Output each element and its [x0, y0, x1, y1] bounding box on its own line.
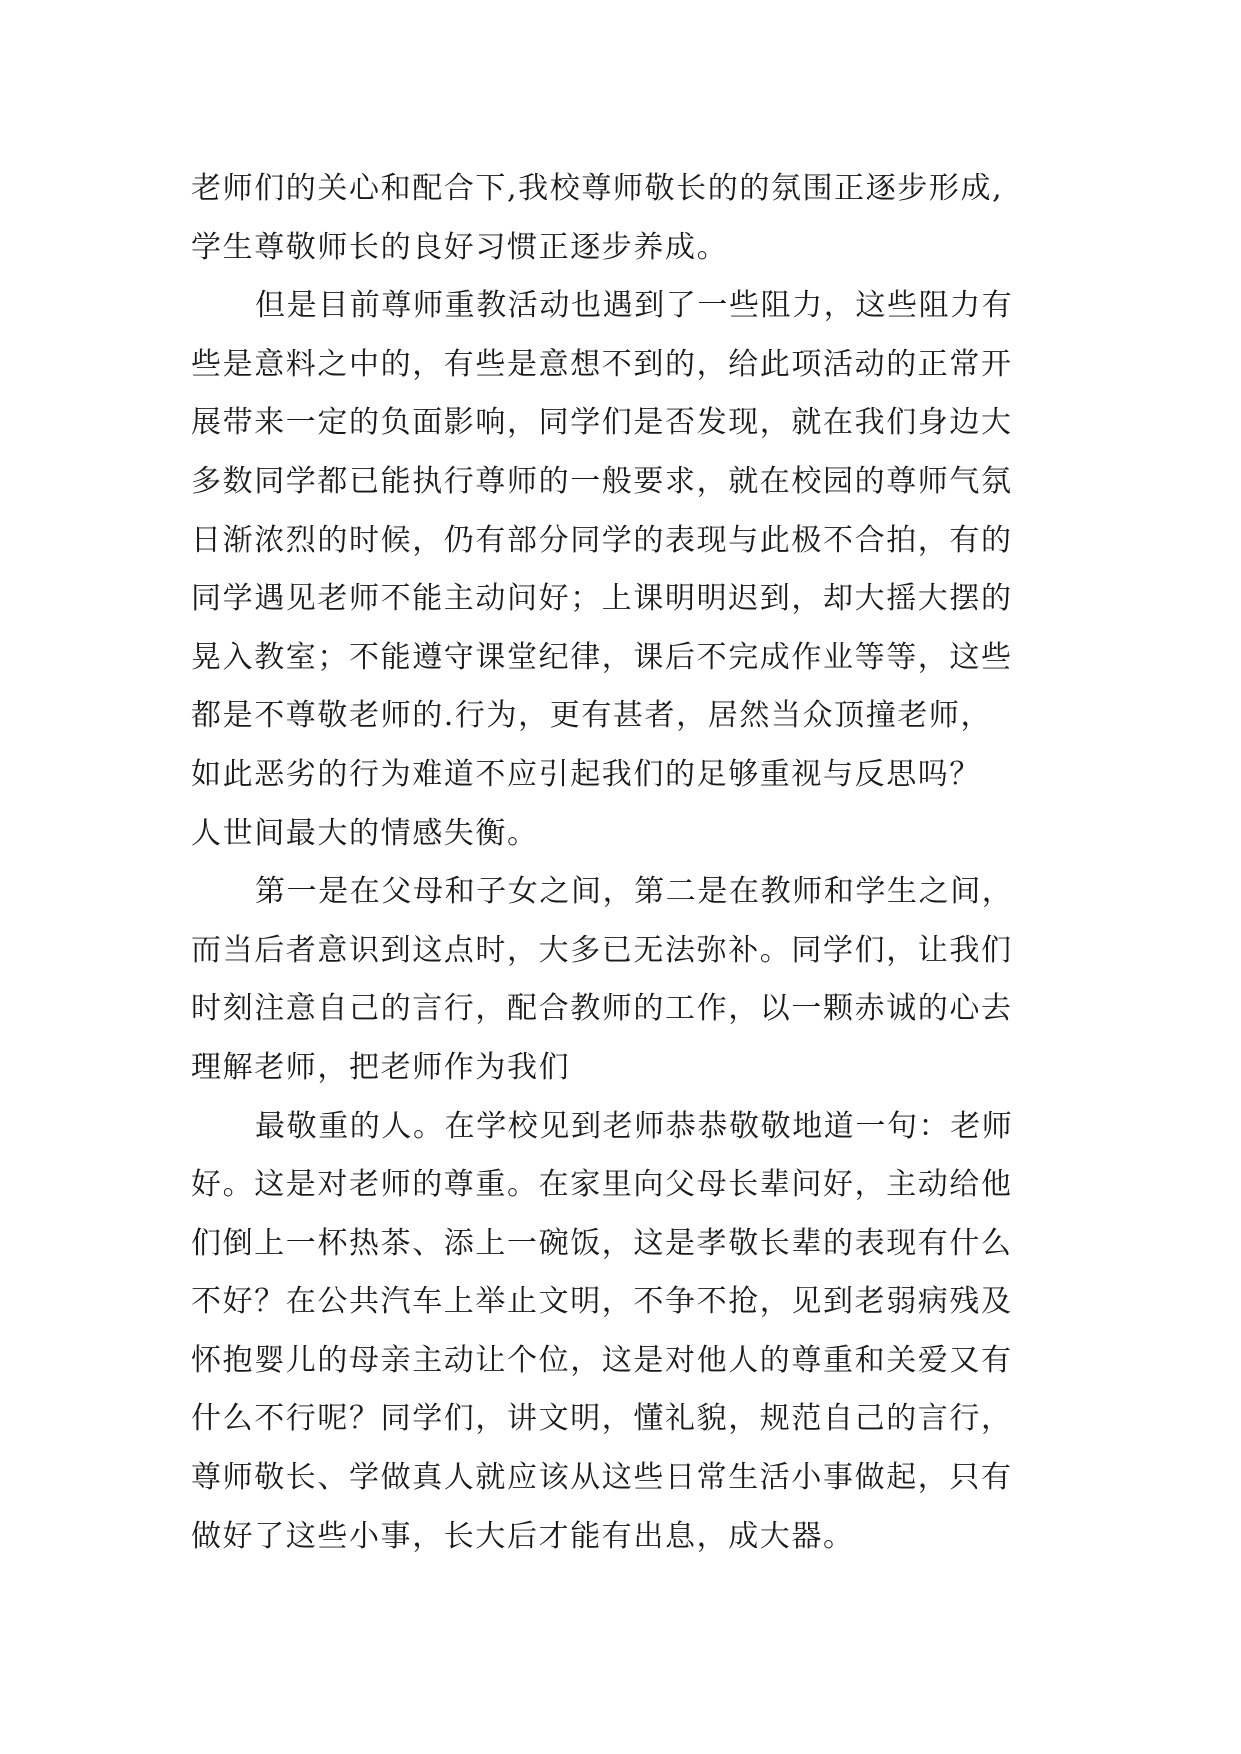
text-line: 学生尊敬师长的良好习惯正逐步养成。: [191, 229, 729, 265]
text-line: 尊师敬长、学做真人就应该从这些日常生活小事做起，只有: [191, 1460, 1013, 1496]
text-line: 展带来一定的负面影响，同学们是否发现，就在我们身边大: [191, 405, 1013, 441]
text-line: 什么不行呢？同学们，讲文明，懂礼貌，规范自己的言行，: [191, 1401, 1013, 1437]
text-line: 们倒上一杯热茶、添上一碗饭，这是孝敬长辈的表现有什么: [191, 1225, 1013, 1261]
paragraph-first-line: 但是目前尊师重教活动也遇到了一些阻力，这些阻力有: [255, 288, 1014, 324]
text-line: 好。这是对老师的尊重。在家里向父母长辈问好，主动给他: [191, 1167, 1013, 1203]
text-line: 怀抱婴儿的母亲主动让个位，这是对他人的尊重和关爱又有: [191, 1342, 1013, 1378]
text-line: 老师们的关心和配合下,我校尊师敬长的的氛围正逐步形成,: [191, 171, 1004, 206]
text-line: 日渐浓烈的时候，仍有部分同学的表现与此极不合拍，有的: [191, 522, 1013, 558]
text-line: 如此恶劣的行为难道不应引起我们的足够重视与反思吗？: [191, 756, 981, 792]
paragraph-first-line: 最敬重的人。在学校见到老师恭恭敬敬地道一句：老师: [255, 1108, 1014, 1144]
text-line: 人世间最大的情感失衡。: [191, 815, 539, 851]
text-line: 理解老师，把老师作为我们: [191, 1049, 571, 1085]
text-line: 时刻注意自己的言行，配合教师的工作，以一颗赤诚的心去: [191, 991, 1013, 1027]
text-line: 晃入教室；不能遵守课堂纪律，课后不完成作业等等，这些: [191, 639, 1013, 675]
text-line: 同学遇见老师不能主动问好；上课明明迟到，却大摇大摆的: [191, 581, 1013, 617]
text-line: 做好了这些小事，长大后才能有出息，成大器。: [191, 1518, 855, 1554]
body-text: [191, 160, 1091, 1566]
text-line: 而当后者意识到这点时，大多已无法弥补。同学们，让我们: [191, 932, 1013, 968]
text-line: 些是意料之中的，有些是意想不到的，给此项活动的正常开: [191, 346, 1013, 382]
paragraph-first-line: 第一是在父母和子女之间，第二是在教师和学生之间，: [255, 874, 1014, 910]
text-line: 都是不尊敬老师的.行为，更有甚者，居然当众顶撞老师，: [191, 698, 993, 734]
text-line: 多数同学都已能执行尊师的一般要求，就在校园的尊师气氛: [191, 463, 1013, 499]
text-line: 不好？在公共汽车上举止文明，不争不抢，见到老弱病残及: [191, 1284, 1013, 1320]
